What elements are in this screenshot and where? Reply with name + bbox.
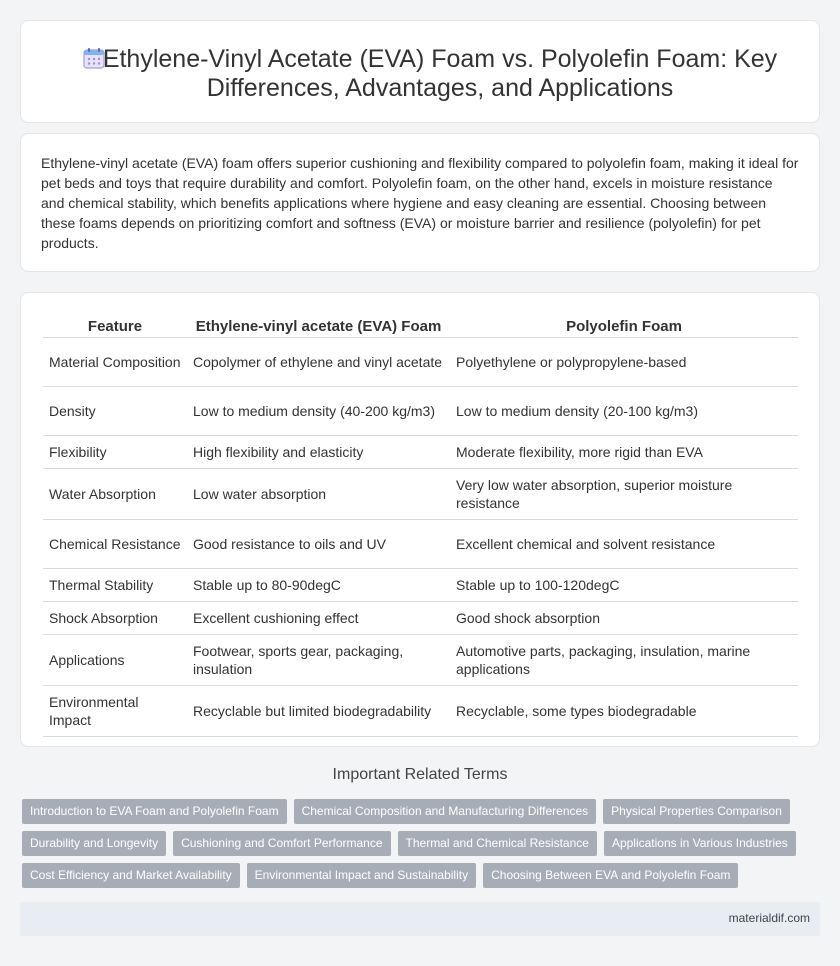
related-term-tag[interactable]: Cost Efficiency and Market Availability — [22, 863, 240, 888]
table-cell: Stable up to 80-90degC — [187, 569, 450, 602]
page-title: Ethylene-Vinyl Acetate (EVA) Foam vs. Polyolefin Foam: Key Differences, Advantages, and Applications — [102, 45, 778, 102]
table-cell: Low water absorption — [187, 469, 450, 520]
table-cell: Copolymer of ethylene and vinyl acetate — [187, 338, 450, 387]
intro-card — [20, 133, 820, 272]
table-header-row — [43, 317, 798, 338]
table-cell: Excellent chemical and solvent resistance — [450, 520, 798, 569]
table-row — [43, 520, 798, 569]
table-cell: Environmental Impact — [43, 686, 187, 737]
related-terms-list — [22, 799, 822, 895]
footer-site-link[interactable]: materialdif.com — [728, 911, 810, 925]
intro-paragraph: Ethylene-vinyl acetate (EVA) foam offers superior cushioning and flexibility compared to polyolefin foam, making it ideal for pet beds and toys that require durability and comfort. Polyolefin foam, on the other hand, excels in moisture resistance and chemical stability, which benefits applications where hygiene and easy cleaning are essential. Choosing between these foams depends on prioritizing comfort and softness (EVA) or moisture barrier and resilience (polyolefin) for pet products. — [41, 155, 799, 251]
table-cell: Moderate flexibility, more rigid than EVA — [450, 436, 798, 469]
table-cell: Chemical Resistance — [43, 520, 187, 569]
table-cell: Shock Absorption — [43, 602, 187, 635]
related-term-tag[interactable]: Chemical Composition and Manufacturing Differences — [294, 799, 597, 824]
table-row — [43, 635, 798, 686]
table-cell: Good resistance to oils and UV — [187, 520, 450, 569]
table-row — [43, 602, 798, 635]
table-cell: Low to medium density (20-100 kg/m3) — [450, 387, 798, 436]
table-cell: Good shock absorption — [450, 602, 798, 635]
table-cell: Very low water absorption, superior moisture resistance — [450, 469, 798, 520]
table-cell: Excellent cushioning effect — [187, 602, 450, 635]
table-cell: Stable up to 100-120degC — [450, 569, 798, 602]
related-term-tag[interactable]: Environmental Impact and Sustainability — [247, 863, 476, 888]
table-cell: Flexibility — [43, 436, 187, 469]
table-row — [43, 469, 798, 520]
comparison-table — [43, 317, 798, 737]
table-row — [43, 338, 798, 387]
table-row — [43, 686, 798, 737]
table-cell: High flexibility and elasticity — [187, 436, 450, 469]
table-cell: Recyclable, some types biodegradable — [450, 686, 798, 737]
related-term-tag[interactable]: Applications in Various Industries — [604, 831, 796, 856]
related-term-tag[interactable]: Introduction to EVA Foam and Polyolefin Foam — [22, 799, 287, 824]
table-row — [43, 436, 798, 469]
related-term-tag[interactable]: Durability and Longevity — [22, 831, 166, 856]
table-cell: Water Absorption — [43, 469, 187, 520]
header-card — [20, 20, 820, 123]
table-cell: Polyethylene or polypropylene-based — [450, 338, 798, 387]
footer — [20, 902, 820, 936]
related-term-tag[interactable]: Physical Properties Comparison — [603, 799, 790, 824]
column-header-feature: Feature — [43, 317, 187, 338]
table-cell: Footwear, sports gear, packaging, insulation — [187, 635, 450, 686]
table-cell: Thermal Stability — [43, 569, 187, 602]
table-cell: Low to medium density (40-200 kg/m3) — [187, 387, 450, 436]
table-cell: Density — [43, 387, 187, 436]
related-terms-heading: Important Related Terms — [332, 766, 508, 783]
column-header-eva: Ethylene-vinyl acetate (EVA) Foam — [187, 317, 450, 338]
table-cell: Recyclable but limited biodegradability — [187, 686, 450, 737]
related-term-tag[interactable]: Cushioning and Comfort Performance — [173, 831, 390, 856]
table-row — [43, 569, 798, 602]
column-header-polyolefin: Polyolefin Foam — [450, 317, 798, 338]
related-term-tag[interactable]: Choosing Between EVA and Polyolefin Foam — [483, 863, 738, 888]
table-row — [43, 387, 798, 436]
table-cell: Automotive parts, packaging, insulation, marine applications — [450, 635, 798, 686]
table-cell: Applications — [43, 635, 187, 686]
table-cell: Material Composition — [43, 338, 187, 387]
related-term-tag[interactable]: Thermal and Chemical Resistance — [398, 831, 597, 856]
comparison-table-card — [20, 292, 820, 747]
